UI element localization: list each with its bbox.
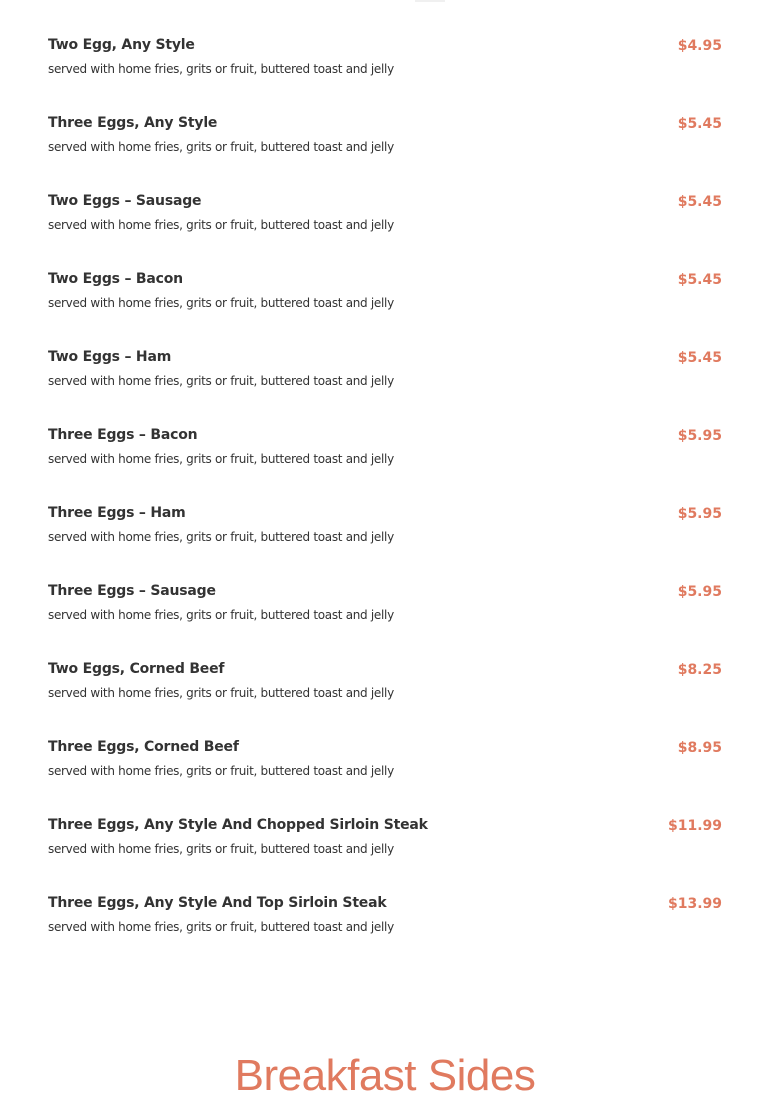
menu-item-name: Two Eggs, Corned Beef — [48, 661, 225, 677]
menu-item-name: Three Eggs – Bacon — [48, 427, 198, 443]
menu-item-description: served with home fries, grits or fruit, buttered toast and jelly — [48, 686, 394, 700]
menu-item-description: served with home fries, grits or fruit, buttered toast and jelly — [48, 608, 394, 622]
menu-item — [48, 35, 722, 113]
menu-item — [48, 503, 722, 581]
menu-item-description: served with home fries, grits or fruit, buttered toast and jelly — [48, 920, 394, 934]
menu-item-price: $5.95 — [677, 584, 722, 600]
menu-item-name: Two Eggs – Bacon — [48, 271, 183, 287]
top-divider — [415, 0, 445, 2]
menu-item — [48, 581, 722, 659]
menu-item-name: Two Egg, Any Style — [48, 37, 195, 53]
menu-item-price: $8.95 — [677, 740, 722, 756]
menu-item-price: $5.95 — [677, 428, 722, 444]
menu-item-price: $5.45 — [677, 272, 722, 288]
menu-item-name: Three Eggs, Any Style And Top Sirloin Steak — [48, 895, 387, 911]
section-heading-breakfast-sides: Breakfast Sides — [234, 1051, 536, 1100]
menu-item-price: $5.45 — [677, 116, 722, 132]
menu-item-description: served with home fries, grits or fruit, buttered toast and jelly — [48, 842, 394, 856]
menu-item — [48, 659, 722, 737]
menu-item-description: served with home fries, grits or fruit, buttered toast and jelly — [48, 764, 394, 778]
menu-item — [48, 113, 722, 191]
menu-item-name: Two Eggs – Ham — [48, 349, 172, 365]
menu-item-description: served with home fries, grits or fruit, buttered toast and jelly — [48, 218, 394, 232]
menu-item-name: Three Eggs, Any Style And Chopped Sirloin Steak — [48, 817, 428, 833]
menu-item — [48, 893, 722, 971]
menu-item-price: $5.45 — [677, 194, 722, 210]
menu-item — [48, 191, 722, 269]
menu-item-price: $8.25 — [677, 662, 722, 678]
menu-item-name: Two Eggs – Sausage — [48, 193, 202, 209]
menu-item-price: $11.99 — [667, 818, 722, 834]
menu-item — [48, 737, 722, 815]
menu-item — [48, 347, 722, 425]
menu-item-price: $4.95 — [677, 38, 722, 54]
menu-list — [48, 35, 722, 971]
menu-item-description: served with home fries, grits or fruit, buttered toast and jelly — [48, 296, 394, 310]
menu-item-name: Three Eggs – Ham — [48, 505, 186, 521]
menu-item-description: served with home fries, grits or fruit, buttered toast and jelly — [48, 530, 394, 544]
menu-item-price: $5.45 — [677, 350, 722, 366]
menu-item-description: served with home fries, grits or fruit, buttered toast and jelly — [48, 452, 394, 466]
menu-item — [48, 815, 722, 893]
menu-item-description: served with home fries, grits or fruit, buttered toast and jelly — [48, 140, 394, 154]
menu-item — [48, 269, 722, 347]
menu-item-price: $5.95 — [677, 506, 722, 522]
menu-item-description: served with home fries, grits or fruit, buttered toast and jelly — [48, 374, 394, 388]
menu-item-name: Three Eggs, Any Style — [48, 115, 218, 131]
menu-item-price: $13.99 — [667, 896, 722, 912]
menu-item-name: Three Eggs – Sausage — [48, 583, 216, 599]
menu-item-name: Three Eggs, Corned Beef — [48, 739, 239, 755]
menu-item — [48, 425, 722, 503]
menu-item-description: served with home fries, grits or fruit, buttered toast and jelly — [48, 62, 394, 76]
